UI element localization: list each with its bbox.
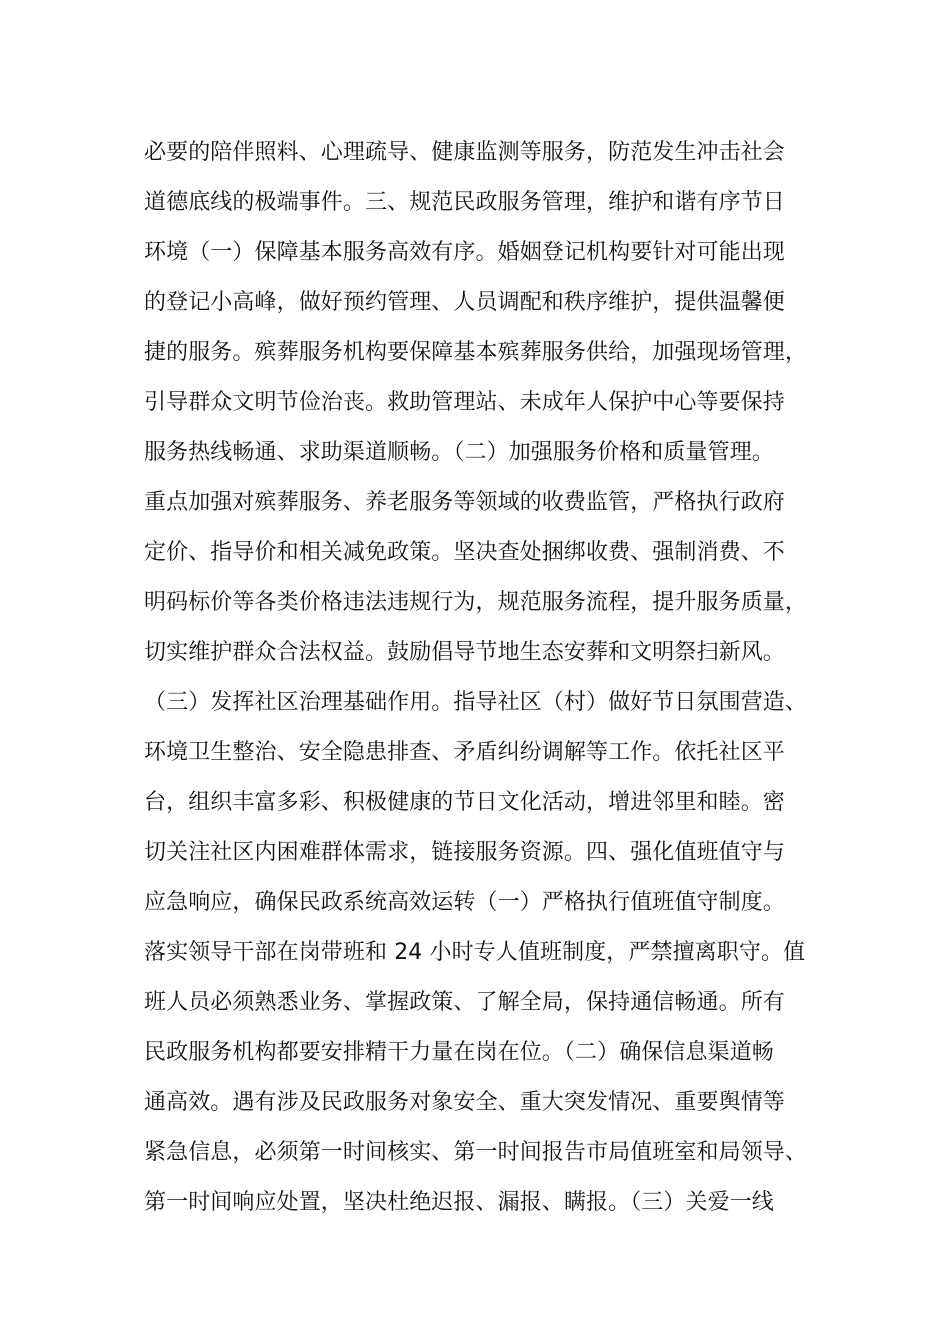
text-line: 切实维护群众合法权益。鼓励倡导节地生态安葬和文明祭扫新风。 <box>144 640 785 665</box>
text-line: 第一时间响应处置，坚决杜绝迟报、漏报、瞒报。（三）关爱一线 <box>144 1190 774 1215</box>
text-line: 服务热线畅通、求助渠道顺畅。（二）加强服务价格和质量管理。 <box>144 440 774 465</box>
text-line: 民政服务机构都要安排精干力量在岗在位。（二）确保信息渠道畅 <box>144 1040 774 1065</box>
text-line: 环境（一）保障基本服务高效有序。婚姻登记机构要针对可能出现 <box>144 240 785 265</box>
text-line: 定价、指导价和相关减免政策。坚决查处捆绑收费、强制消费、不 <box>144 540 785 565</box>
text-line: 必要的陪伴照料、心理疏导、健康监测等服务，防范发生冲击社会 <box>144 140 785 165</box>
text-line: 紧急信息，必须第一时间核实、第一时间报告市局值班室和局领导、 <box>144 1140 808 1165</box>
text-line: 落实领导干部在岗带班和 24 小时专人值班制度，严禁擅离职守。值 <box>144 940 806 965</box>
text-line: 重点加强对殡葬服务、养老服务等领域的收费监管，严格执行政府 <box>144 490 785 515</box>
text-line: 捷的服务。殡葬服务机构要保障基本殡葬服务供给，加强现场管理， <box>144 340 808 365</box>
text-line: 班人员必须熟悉业务、掌握政策、了解全局，保持通信畅通。所有 <box>144 990 785 1015</box>
text-line: 通高效。遇有涉及民政服务对象安全、重大突发情况、重要舆情等 <box>144 1090 785 1115</box>
body-text <box>144 134 844 1234</box>
text-line: 引导群众文明节俭治丧。救助管理站、未成年人保护中心等要保持 <box>144 390 785 415</box>
text-line: 应急响应，确保民政系统高效运转（一）严格执行值班值守制度。 <box>144 890 785 915</box>
text-line: 明码标价等各类价格违法违规行为，规范服务流程，提升服务质量， <box>144 590 808 615</box>
text-line: 切关注社区内困难群体需求，链接服务资源。四、强化值班值守与 <box>144 840 785 865</box>
text-line: 的登记小高峰，做好预约管理、人员调配和秩序维护，提供温馨便 <box>144 290 785 315</box>
text-line: 道德底线的极端事件。三、规范民政服务管理，维护和谐有序节日 <box>144 190 785 215</box>
text-line: 台，组织丰富多彩、积极健康的节日文化活动，增进邻里和睦。密 <box>144 790 785 815</box>
text-line: 环境卫生整治、安全隐患排查、矛盾纠纷调解等工作。依托社区平 <box>144 740 785 765</box>
text-line: （三）发挥社区治理基础作用。指导社区（村）做好节日氛围营造、 <box>144 690 808 715</box>
